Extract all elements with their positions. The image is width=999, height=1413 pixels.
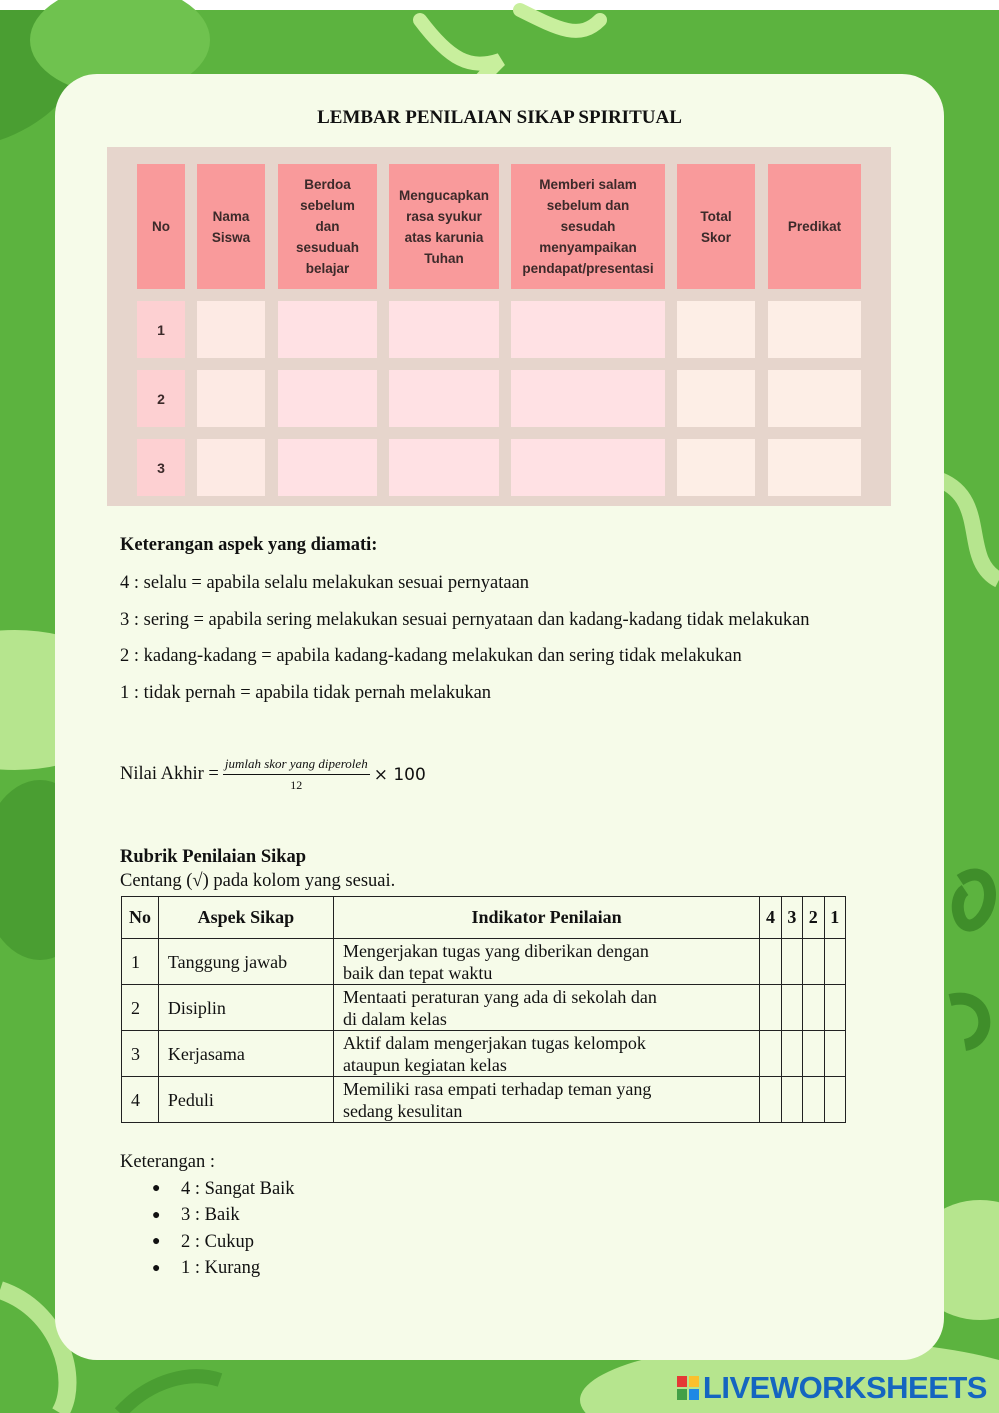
aspect-line: 1 : tidak pernah = apabila tidak pernah melakukan [120,683,492,703]
rubric-header-no: No [122,897,159,939]
input-cell[interactable] [278,301,377,358]
formula-multiplier: × 100 [373,764,426,785]
input-cell[interactable] [389,370,499,427]
score-checkbox-4[interactable] [760,939,781,985]
input-cell[interactable] [768,370,861,427]
indicator-line: Mentaati peraturan yang ada di sekolah dan [342,986,657,1007]
row-number: 1 [137,301,185,358]
legend-heading: Keterangan : [120,1152,216,1172]
aspect-line: 2 : kadang-kadang = apabila kadang-kadang melakukan dan sering tidak melakukan [120,646,742,666]
rubric-indicator [333,985,759,1031]
indicator-line: baik dan tepat waktu [342,962,493,983]
score-checkbox-1[interactable] [824,1031,846,1077]
input-cell[interactable] [197,439,265,496]
rubric-row [122,939,846,985]
score-checkbox-2[interactable] [803,1077,824,1123]
score-checkbox-4[interactable] [760,985,781,1031]
page-title: LEMBAR PENILAIAN SIKAP SPIRITUAL [317,107,682,128]
indicator-line: di dalam kelas [342,1008,447,1029]
score-checkbox-1[interactable] [824,939,846,985]
indicator-line: Aktif dalam mengerjakan tugas kelompok [342,1032,646,1053]
input-cell[interactable] [389,301,499,358]
rubric-no: 4 [122,1077,159,1123]
rubric-instruction: Centang (√) pada kolom yang sesuai. [120,871,396,891]
legend-text: 3 : Baik [181,1205,240,1226]
bullet-icon: ● [152,1207,161,1223]
rubric-aspect: Kerjasama [158,1031,333,1077]
score-checkbox-2[interactable] [803,939,824,985]
rubric-header-score: 3 [781,897,802,939]
input-cell[interactable] [389,439,499,496]
formula-fraction [223,756,370,793]
rubric-row [122,1031,846,1077]
rubric-heading: Rubrik Penilaian Sikap [120,847,307,867]
rubric-header-indicator: Indikator Penilaian [333,897,759,939]
input-cell[interactable] [197,370,265,427]
legend-item [152,1203,295,1230]
logo-icon [677,1376,699,1400]
aspect-line: 3 : sering = apabila sering melakukan sesuai pernyataan dan kadang-kadang tidak melakukan [120,610,810,630]
score-checkbox-1[interactable] [824,985,846,1031]
rubric-aspect: Disiplin [158,985,333,1031]
bullet-icon: ● [152,1234,161,1250]
indicator-line: Mengerjakan tugas yang diberikan dengan [342,940,649,961]
score-checkbox-3[interactable] [781,985,802,1031]
score-checkbox-2[interactable] [803,985,824,1031]
bullet-icon: ● [152,1260,161,1276]
header-mengucapkan: Mengucapkan rasa syukur atas karunia Tuhan [389,164,499,289]
header-no: No [137,164,185,289]
rubric-header-row [122,897,846,939]
input-cell[interactable] [511,439,665,496]
assessment-table [107,147,891,506]
header-nama-siswa: Nama Siswa [197,164,265,289]
rubric-aspect: Peduli [158,1077,333,1123]
formula-numerator: jumlah skor yang diperoleh [223,756,370,775]
header-total-skor: Total Skor [677,164,755,289]
formula-label: Nilai Akhir = [120,764,219,784]
legend-text: 1 : Kurang [181,1258,261,1279]
score-checkbox-3[interactable] [781,1031,802,1077]
legend-item [152,1176,295,1203]
rubric-row [122,1077,846,1123]
input-cell[interactable] [677,439,755,496]
rubric-header-score: 1 [824,897,846,939]
input-cell[interactable] [677,301,755,358]
rubric-header-aspect: Aspek Sikap [158,897,333,939]
rubric-no: 2 [122,985,159,1031]
rubric-row [122,985,846,1031]
score-checkbox-2[interactable] [803,1031,824,1077]
final-score-formula [120,756,426,793]
row-number: 2 [137,370,185,427]
indicator-line: Memiliki rasa empati terhadap teman yang [342,1078,652,1099]
score-checkbox-1[interactable] [824,1077,846,1123]
input-cell[interactable] [677,370,755,427]
bullet-icon: ● [152,1181,161,1197]
input-cell[interactable] [768,301,861,358]
aspects-heading: Keterangan aspek yang diamati: [120,535,378,555]
score-checkbox-4[interactable] [760,1077,781,1123]
legend-text: 4 : Sangat Baik [181,1178,295,1199]
rubric-indicator [333,1077,759,1123]
input-cell[interactable] [278,370,377,427]
logo-text: LIVEWORKSHEETS [702,1370,987,1405]
rubric-indicator [333,1031,759,1077]
rubric-header-score: 2 [803,897,824,939]
legend-list [152,1176,295,1282]
row-number: 3 [137,439,185,496]
legend-item [152,1256,295,1283]
legend-text: 2 : Cukup [181,1231,254,1252]
score-checkbox-3[interactable] [781,939,802,985]
input-cell[interactable] [768,439,861,496]
score-checkbox-3[interactable] [781,1077,802,1123]
header-berdoa: Berdoa sebelum dan sesuduah belajar [278,164,377,289]
score-checkbox-4[interactable] [760,1031,781,1077]
indicator-line: sedang kesulitan [342,1100,463,1121]
rubric-table [121,896,846,1123]
input-cell[interactable] [197,301,265,358]
header-memberi-salam: Memberi salam sebelum dan sesudah menyampaikan pendapat/presentasi [511,164,665,289]
input-cell[interactable] [511,301,665,358]
rubric-aspect: Tanggung jawab [158,939,333,985]
input-cell[interactable] [511,370,665,427]
indicator-line: ataupun kegiatan kelas [342,1054,507,1075]
input-cell[interactable] [278,439,377,496]
header-predikat: Predikat [768,164,861,289]
aspect-line: 4 : selalu = apabila selalu melakukan sesuai pernyataan [120,573,530,593]
liveworksheets-logo[interactable] [677,1370,987,1406]
rubric-header-score: 4 [760,897,781,939]
rubric-no: 3 [122,1031,159,1077]
rubric-indicator [333,939,759,985]
rubric-no: 1 [122,939,159,985]
formula-denominator: 12 [290,778,303,792]
legend-item [152,1229,295,1256]
